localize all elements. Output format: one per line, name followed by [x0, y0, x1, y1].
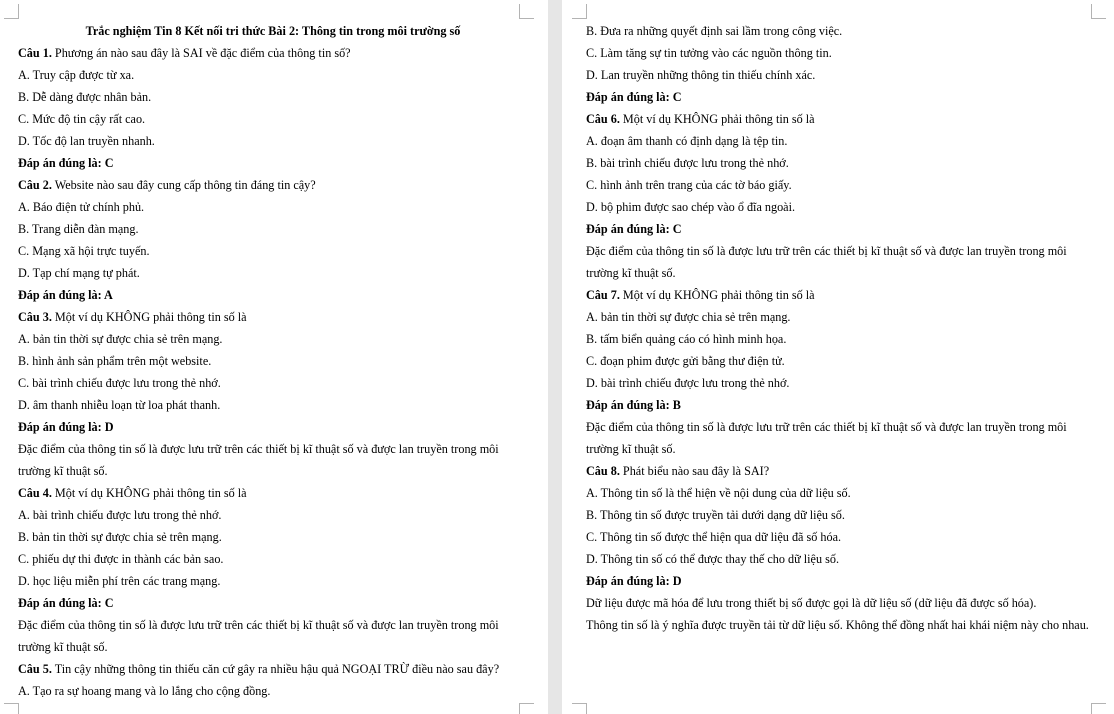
- question-6: [586, 108, 1092, 130]
- question-number: Câu 8.: [586, 464, 620, 478]
- option: D. âm thanh nhiễu loạn từ loa phát thanh.: [18, 398, 221, 412]
- option: B. Đưa ra những quyết định sai lầm trong công việc.: [586, 24, 843, 38]
- explanation: Đặc điểm của thông tin số là được lưu trữ trên các thiết bị kĩ thuật số và được lan truyền trong môi trường kĩ thuật số.: [586, 244, 1067, 280]
- option: A. Tạo ra sự hoang mang và lo lắng cho cộng đồng.: [18, 684, 271, 698]
- question-7: [586, 284, 1092, 306]
- document-title: Trắc nghiệm Tin 8 Kết nối tri thức Bài 2: Thông tin trong môi trường số: [85, 24, 461, 38]
- answer: Đáp án đúng là: C: [586, 90, 682, 104]
- question-1: [18, 42, 528, 64]
- answer: Đáp án đúng là: C: [18, 156, 114, 170]
- question-number: Câu 5.: [18, 662, 52, 676]
- option: C. Mạng xã hội trực tuyến.: [18, 244, 150, 258]
- option: B. bản tin thời sự được chia sẻ trên mạng.: [18, 530, 222, 544]
- question-number: Câu 2.: [18, 178, 52, 192]
- option: C. phiếu dự thi được in thành các bản sao.: [18, 552, 224, 566]
- option: A. bản tin thời sự được chia sẻ trên mạng.: [586, 310, 791, 324]
- question-2: [18, 174, 528, 196]
- margin-corner-mark: [1091, 4, 1106, 19]
- option: C. bài trình chiếu được lưu trong thẻ nhớ.: [18, 376, 221, 390]
- explanation: Dữ liệu được mã hóa để lưu trong thiết bị số được gọi là dữ liệu số (dữ liệu đã được số hóa).: [586, 596, 1037, 610]
- question-text: Phát biểu nào sau đây là SAI?: [622, 464, 770, 478]
- option: A. Báo điện tử chính phủ.: [18, 200, 145, 214]
- question-number: Câu 1.: [18, 46, 52, 60]
- option: A. Truy cập được từ xa.: [18, 68, 135, 82]
- margin-corner-mark: [519, 703, 534, 714]
- explanation: Đặc điểm của thông tin số là được lưu trữ trên các thiết bị kĩ thuật số và được lan truyền trong môi trường kĩ thuật số.: [18, 618, 499, 654]
- option: B. bài trình chiếu được lưu trong thẻ nhớ.: [586, 156, 789, 170]
- option: A. Thông tin số là thể hiện về nội dung của dữ liệu số.: [586, 486, 851, 500]
- question-text: Một ví dụ KHÔNG phải thông tin số là: [622, 112, 815, 126]
- margin-corner-mark: [4, 4, 19, 19]
- answer: Đáp án đúng là: C: [586, 222, 682, 236]
- question-text: Phương án nào sau đây là SAI về đặc điểm của thông tin số?: [54, 46, 351, 60]
- answer: Đáp án đúng là: C: [18, 596, 114, 610]
- option: D. Tạp chí mạng tự phát.: [18, 266, 140, 280]
- explanation: Thông tin số là ý nghĩa được truyền tải từ dữ liệu số. Không thể đồng nhất hai khái niệm này cho nhau.: [586, 618, 1089, 632]
- option: A. bài trình chiếu được lưu trong thẻ nhớ.: [18, 508, 222, 522]
- margin-corner-mark: [572, 703, 587, 714]
- option: D. Tốc độ lan truyền nhanh.: [18, 134, 155, 148]
- question-5: [18, 658, 528, 680]
- option: B. hình ảnh sản phẩm trên một website.: [18, 354, 212, 368]
- document-page-left: [0, 0, 548, 714]
- question-3: [18, 306, 528, 328]
- option: A. đoạn âm thanh có định dạng là tệp tin.: [586, 134, 788, 148]
- question-8: [586, 460, 1092, 482]
- question-4: [18, 482, 528, 504]
- option: C. Làm tăng sự tin tưởng vào các nguồn thông tin.: [586, 46, 832, 60]
- question-text: Một ví dụ KHÔNG phải thông tin số là: [54, 486, 247, 500]
- question-text: Website nào sau đây cung cấp thông tin đáng tin cậy?: [54, 178, 316, 192]
- document-page-right: [562, 0, 1114, 714]
- option: D. Lan truyền những thông tin thiếu chính xác.: [586, 68, 816, 82]
- page-body: [18, 20, 528, 702]
- margin-corner-mark: [4, 703, 19, 714]
- answer: Đáp án đúng là: A: [18, 288, 113, 302]
- option: B. Trang diễn đàn mạng.: [18, 222, 139, 236]
- margin-corner-mark: [1091, 703, 1106, 714]
- option: D. Thông tin số có thể được thay thế cho dữ liệu số.: [586, 552, 839, 566]
- question-text: Một ví dụ KHÔNG phải thông tin số là: [54, 310, 247, 324]
- margin-corner-mark: [572, 4, 587, 19]
- question-number: Câu 7.: [586, 288, 620, 302]
- option: B. tấm biển quảng cáo có hình minh họa.: [586, 332, 787, 346]
- option: A. bản tin thời sự được chia sẻ trên mạng.: [18, 332, 223, 346]
- option: D. bộ phim được sao chép vào ổ đĩa ngoài.: [586, 200, 796, 214]
- question-number: Câu 6.: [586, 112, 620, 126]
- explanation: Đặc điểm của thông tin số là được lưu trữ trên các thiết bị kĩ thuật số và được lan truyền trong môi trường kĩ thuật số.: [586, 420, 1067, 456]
- option: B. Thông tin số được truyền tải dưới dạng dữ liệu số.: [586, 508, 845, 522]
- option: C. hình ảnh trên trang của các tờ báo giấy.: [586, 178, 792, 192]
- question-number: Câu 4.: [18, 486, 52, 500]
- question-text: Một ví dụ KHÔNG phải thông tin số là: [622, 288, 815, 302]
- page-body: [586, 20, 1092, 636]
- option: C. Mức độ tin cậy rất cao.: [18, 112, 146, 126]
- option: C. Thông tin số được thể hiện qua dữ liệu đã số hóa.: [586, 530, 842, 544]
- answer: Đáp án đúng là: D: [586, 574, 682, 588]
- answer: Đáp án đúng là: B: [586, 398, 681, 412]
- option: D. học liệu miễn phí trên các trang mạng.: [18, 574, 221, 588]
- option: D. bài trình chiếu được lưu trong thẻ nhớ.: [586, 376, 790, 390]
- explanation: Đặc điểm của thông tin số là được lưu trữ trên các thiết bị kĩ thuật số và được lan truyền trong môi trường kĩ thuật số.: [18, 442, 499, 478]
- answer: Đáp án đúng là: D: [18, 420, 114, 434]
- margin-corner-mark: [519, 4, 534, 19]
- question-number: Câu 3.: [18, 310, 52, 324]
- option: B. Dễ dàng được nhân bản.: [18, 90, 152, 104]
- question-text: Tin cậy những thông tin thiếu căn cứ gây ra nhiều hậu quả NGOẠI TRỪ điều nào sau đây?: [54, 662, 500, 676]
- option: C. đoạn phim được gửi bằng thư điện tử.: [586, 354, 785, 368]
